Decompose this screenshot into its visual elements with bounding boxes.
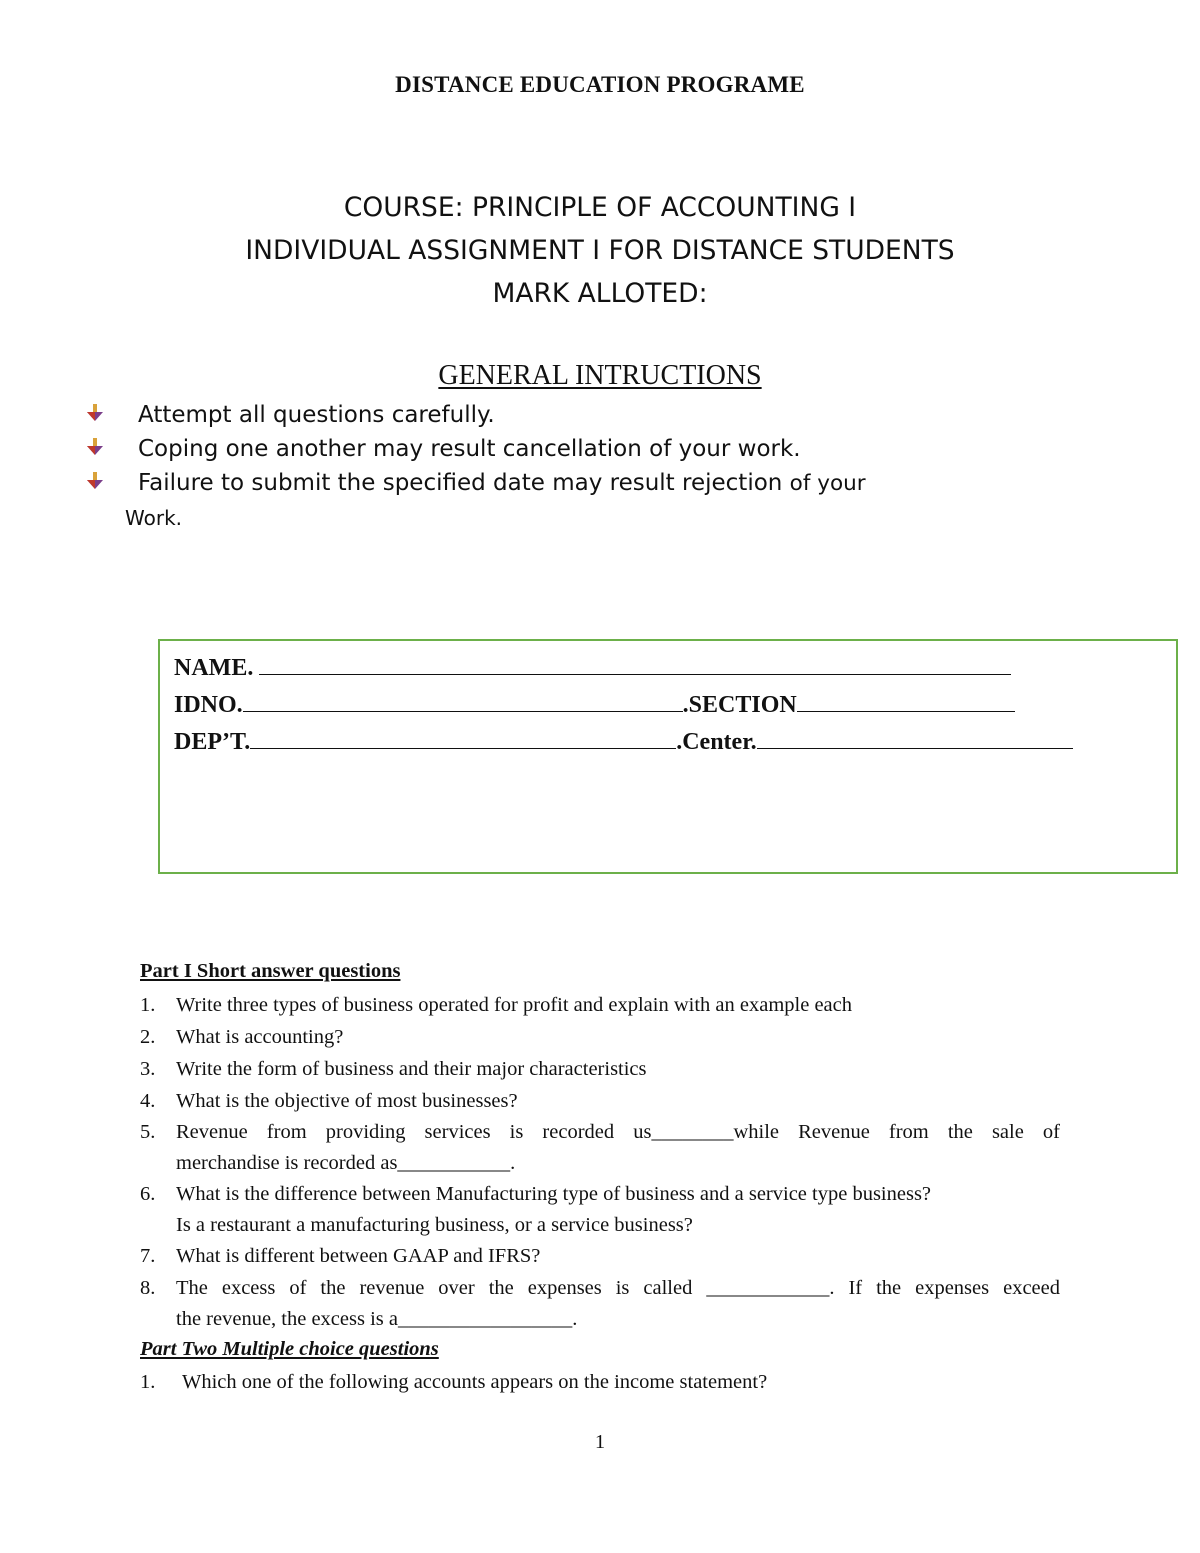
question-item xyxy=(140,1179,1060,1241)
question-item xyxy=(140,1273,1060,1335)
instruction-continuation: Work. xyxy=(125,506,183,530)
instructions-heading: GENERAL INTRUCTIONS xyxy=(438,360,762,391)
question-item xyxy=(140,1054,1060,1085)
question-text: Which one of the following accounts appears on the income statement? xyxy=(182,1371,768,1393)
question-text: The excess of the revenue over the expenses is called ____________. If the expenses exceed xyxy=(176,1277,1060,1299)
question-text: What is the difference between Manufacturing type of business and a service type business? xyxy=(176,1183,932,1205)
dept-field[interactable] xyxy=(250,726,676,749)
question-item xyxy=(140,1367,1060,1398)
dept-label: DEP’T. xyxy=(174,729,251,755)
arrow-down-bullet-icon xyxy=(86,437,108,463)
question-item xyxy=(140,1241,1060,1272)
instruction-item xyxy=(86,470,866,497)
idno-row xyxy=(174,689,1015,719)
question-text-continued: Is a restaurant a manufacturing business, or a service business? xyxy=(176,1214,693,1236)
page-number: 1 xyxy=(594,1431,606,1453)
instruction-text: Attempt all questions carefully. xyxy=(138,402,495,428)
name-row xyxy=(174,652,1011,682)
question-text: What is accounting? xyxy=(176,1026,344,1048)
instruction-text: Coping one another may result cancellation of your work. xyxy=(138,436,801,462)
question-number: 5. xyxy=(140,1121,156,1143)
question-number: 7. xyxy=(140,1245,156,1267)
question-text: What is different between GAAP and IFRS? xyxy=(176,1245,541,1267)
idno-label: IDNO. xyxy=(174,692,243,718)
question-text: Write the form of business and their major characteristics xyxy=(176,1058,647,1080)
assignment-title: INDIVIDUAL ASSIGNMENT I FOR DISTANCE STUDENTS xyxy=(245,235,955,266)
section-field[interactable] xyxy=(797,689,1015,712)
question-item xyxy=(140,1022,1060,1053)
instruction-item xyxy=(86,402,495,429)
instruction-text: Failure to submit the specified date may result rejection xyxy=(138,470,783,496)
question-number: 6. xyxy=(140,1183,156,1205)
question-text: Revenue from providing services is recorded us________while Revenue from the sale of xyxy=(176,1121,1060,1143)
question-number: 8. xyxy=(140,1277,156,1299)
center-label: .Center. xyxy=(676,729,757,755)
part-one-heading: Part I Short answer questions xyxy=(140,960,401,982)
mark-alloted: MARK ALLOTED: xyxy=(492,278,708,309)
question-number: 1. xyxy=(140,1371,156,1393)
question-item xyxy=(140,1086,1060,1117)
question-item xyxy=(140,1117,1060,1179)
course-title: COURSE: PRINCIPLE OF ACCOUNTING I xyxy=(343,192,857,223)
question-text: What is the objective of most businesses? xyxy=(176,1090,518,1112)
question-number: 1. xyxy=(140,994,156,1016)
question-text-continued: the revenue, the excess is a_________________. xyxy=(176,1308,578,1330)
instruction-item xyxy=(86,436,801,463)
instruction-text-tail: of your xyxy=(789,471,866,496)
question-number: 3. xyxy=(140,1058,156,1080)
question-item xyxy=(140,990,1060,1021)
arrow-down-bullet-icon xyxy=(86,471,108,497)
question-number: 4. xyxy=(140,1090,156,1112)
question-number: 2. xyxy=(140,1026,156,1048)
question-text-continued: merchandise is recorded as___________. xyxy=(176,1152,516,1174)
name-label: NAME. xyxy=(174,655,254,681)
name-field[interactable] xyxy=(259,652,1011,675)
idno-field[interactable] xyxy=(243,689,683,712)
question-text: Write three types of business operated for profit and explain with an example each xyxy=(176,994,852,1016)
part-two-heading: Part Two Multiple choice questions xyxy=(140,1338,439,1360)
section-label: .SECTION xyxy=(682,692,797,718)
dept-row xyxy=(174,726,1073,756)
center-field[interactable] xyxy=(757,726,1073,749)
document-title: DISTANCE EDUCATION PROGRAME xyxy=(395,72,805,97)
arrow-down-bullet-icon xyxy=(86,403,108,429)
